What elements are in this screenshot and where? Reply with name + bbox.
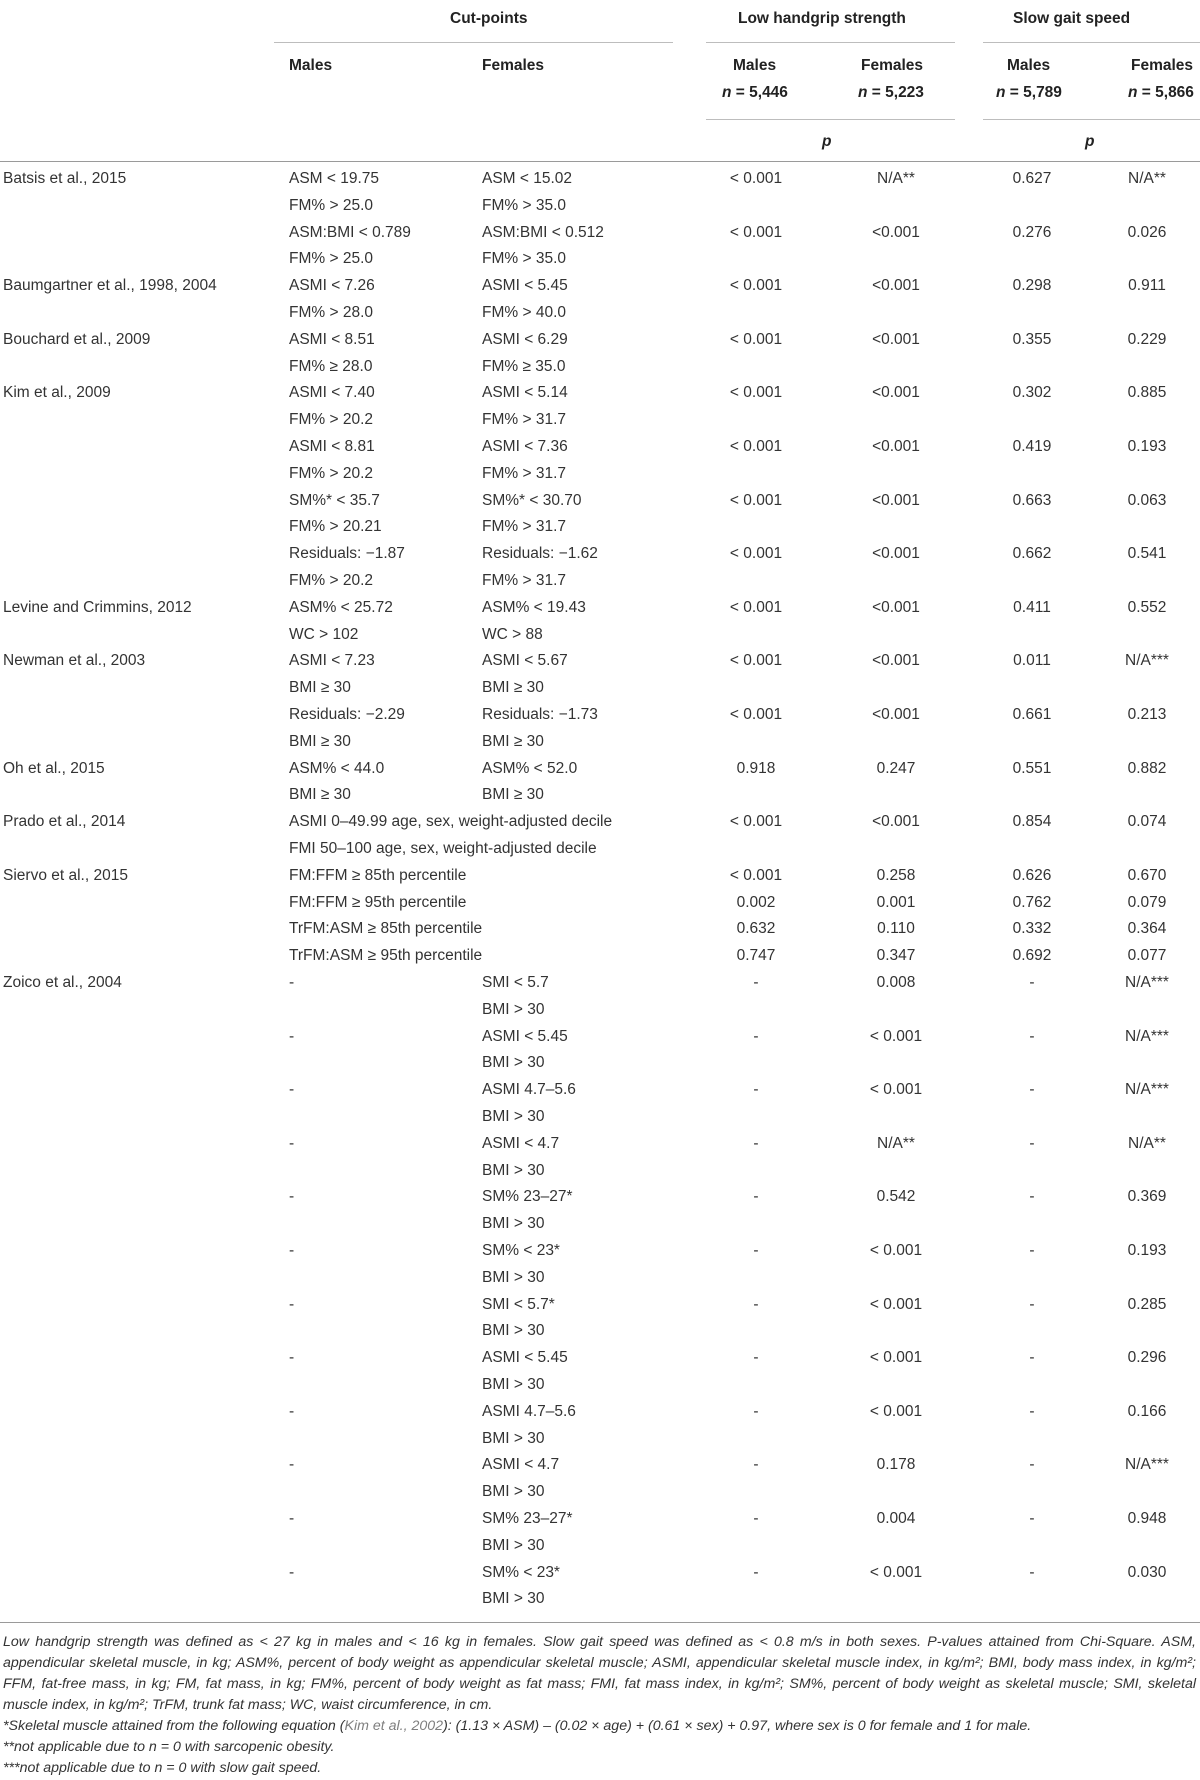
footnote-star1: *Skeletal muscle attained from the following equation (Kim et al., 2002): (1.13 × ASM) – (0.02 × age) + (0.61 × sex) + 0.97, where sex is 0 for female and 1 for male. <box>3 1718 1032 1734</box>
female-cutpoint-cell: BMI > 30 <box>482 1108 545 1125</box>
hg-female-p-cell: 0.178 <box>876 1456 916 1474</box>
female-cutpoint-cell: ASM% < 19.43 <box>482 598 586 616</box>
male-cutpoint-cell: TrFM:ASM ≥ 95th percentile <box>289 947 483 965</box>
male-cutpoint-cell: SM%* < 35.7 <box>289 491 380 509</box>
gs-female-p-cell: 0.079 <box>1127 893 1167 911</box>
hg-male-p-cell: < 0.001 <box>729 491 783 509</box>
male-cutpoint-cell: FM% ≥ 28.0 <box>289 357 373 375</box>
male-cutpoint-cell: TrFM:ASM ≥ 85th percentile <box>289 920 483 938</box>
study-cell: Kim et al., 2009 <box>3 384 111 402</box>
hg-female-p-cell: < 0.001 <box>869 1349 923 1367</box>
gs-female-p-cell: N/A*** <box>1125 1456 1169 1474</box>
gs-male-p-cell: 0.627 <box>1012 170 1052 187</box>
hg-male-p-cell: - <box>753 1295 759 1313</box>
male-cutpoint-cell: ASMI < 8.51 <box>289 330 375 348</box>
n-letter: n <box>996 84 1006 101</box>
male-cutpoint-cell: BMI ≥ 30 <box>289 679 351 697</box>
male-cutpoint-cell: - <box>289 1081 295 1099</box>
sub-males-gs: Males <box>1007 57 1051 74</box>
hg-female-p-cell: <0.001 <box>872 277 920 295</box>
n-females-hg <box>858 84 924 102</box>
female-cutpoint-cell: SM% 23–27* <box>482 1510 573 1527</box>
hg-female-p-cell: <0.001 <box>872 598 920 616</box>
table-footnotes <box>3 1632 1196 1779</box>
hg-female-p-cell: < 0.001 <box>869 1027 923 1045</box>
hg-male-p-cell: 0.747 <box>736 947 776 965</box>
gs-female-p-cell: N/A*** <box>1125 974 1169 991</box>
n-letter: n <box>1128 84 1138 101</box>
male-cutpoint-cell: FM% > 20.2 <box>289 411 373 429</box>
study-cell: Baumgartner et al., 1998, 2004 <box>3 277 217 295</box>
hg-male-p-cell: - <box>753 1188 759 1206</box>
gs-male-p-cell: 0.276 <box>1012 223 1052 241</box>
study-cell: Batsis et al., 2015 <box>3 170 127 187</box>
hg-male-p-cell: 0.632 <box>736 920 776 938</box>
male-cutpoint-cell: ASM:BMI < 0.789 <box>289 223 411 241</box>
female-cutpoint-cell: ASM:BMI < 0.512 <box>482 223 604 241</box>
female-cutpoint-cell: ASMI < 5.45 <box>482 1027 568 1045</box>
n-males-gs <box>996 84 1062 102</box>
male-cutpoint-cell: - <box>289 1027 295 1045</box>
gs-male-p-cell: 0.332 <box>1012 920 1052 938</box>
n-males-hg <box>722 84 788 102</box>
footnote-star3: ***not applicable due to n = 0 with slow gait speed. <box>3 1760 322 1776</box>
male-cutpoint-cell: - <box>289 1349 295 1367</box>
gs-female-p-cell: 0.882 <box>1127 759 1167 777</box>
hg-female-p-cell: <0.001 <box>872 438 920 455</box>
header-handgrip: Low handgrip strength <box>738 10 906 27</box>
study-cell: Siervo et al., 2015 <box>3 866 128 884</box>
female-cutpoint-cell: BMI ≥ 30 <box>482 732 544 750</box>
male-cutpoint-cell: FM% > 25.0 <box>289 250 373 268</box>
male-cutpoint-cell: - <box>289 1510 295 1527</box>
male-cutpoint-cell: FMI 50–100 age, sex, weight-adjusted decile <box>289 840 597 857</box>
hg-female-p-cell: <0.001 <box>872 330 920 348</box>
hg-female-p-cell: < 0.001 <box>869 1295 923 1313</box>
study-cell: Levine and Crimmins, 2012 <box>3 598 192 616</box>
p-rule-hg <box>706 119 955 120</box>
male-cutpoint-cell: BMI ≥ 30 <box>289 786 351 804</box>
gs-male-p-cell: 0.298 <box>1012 277 1052 295</box>
hg-female-p-cell: 0.110 <box>877 920 915 938</box>
hg-female-p-cell: 0.001 <box>876 893 916 911</box>
female-cutpoint-cell: BMI > 30 <box>482 1322 545 1340</box>
male-cutpoint-cell: ASM% < 25.72 <box>289 598 393 616</box>
gs-male-p-cell: 0.551 <box>1012 759 1052 777</box>
female-cutpoint-cell: FM% > 35.0 <box>482 196 566 214</box>
gs-male-p-cell: - <box>1029 974 1035 991</box>
male-cutpoint-cell: Residuals: −1.87 <box>289 545 405 563</box>
male-cutpoint-cell: ASMI < 7.23 <box>289 652 375 670</box>
gs-female-p-cell: 0.369 <box>1127 1188 1167 1206</box>
hg-male-p-cell: 0.002 <box>736 893 776 911</box>
header-bottom-rule <box>0 161 1200 162</box>
gs-female-p-cell: 0.166 <box>1127 1402 1167 1420</box>
female-cutpoint-cell: Residuals: −1.73 <box>482 706 598 723</box>
hg-male-p-cell: < 0.001 <box>729 223 783 241</box>
hg-female-p-cell: 0.004 <box>876 1510 916 1527</box>
hg-male-p-cell: < 0.001 <box>729 438 783 455</box>
female-cutpoint-cell: ASMI < 7.36 <box>482 438 568 455</box>
female-cutpoint-cell: ASMI < 4.7 <box>482 1134 560 1152</box>
footnote-star2: **not applicable due to n = 0 with sarcopenic obesity. <box>3 1739 335 1755</box>
male-cutpoint-cell: - <box>289 1456 295 1474</box>
female-cutpoint-cell: WC > 88 <box>482 625 543 643</box>
hg-female-p-cell: < 0.001 <box>869 1081 923 1099</box>
female-cutpoint-cell: BMI > 30 <box>482 1215 545 1233</box>
gs-male-p-cell: 0.419 <box>1012 438 1052 455</box>
hg-male-p-cell: - <box>753 1456 759 1474</box>
p-rule-gs <box>983 119 1200 120</box>
gs-female-p-cell: 0.030 <box>1127 1563 1167 1581</box>
hg-female-p-cell: < 0.001 <box>869 1402 923 1420</box>
n-value: = 5,866 <box>1141 84 1194 101</box>
male-cutpoint-cell: - <box>289 1295 295 1313</box>
citation-link[interactable]: Kim et al., 2002 <box>344 1718 444 1734</box>
gs-male-p-cell: 0.355 <box>1012 330 1052 348</box>
n-letter: n <box>858 84 868 101</box>
hg-female-p-cell: 0.008 <box>876 974 916 991</box>
gs-female-p-cell: 0.948 <box>1127 1510 1167 1527</box>
gs-male-p-cell: - <box>1029 1134 1035 1152</box>
hg-male-p-cell: - <box>753 1349 759 1367</box>
header-cutpoints: Cut-points <box>450 10 528 27</box>
female-cutpoint-cell: ASM% < 52.0 <box>482 759 578 777</box>
female-cutpoint-cell: SM%* < 30.70 <box>482 491 582 509</box>
hg-female-p-cell: 0.347 <box>876 947 916 965</box>
female-cutpoint-cell: SM% 23–27* <box>482 1188 573 1206</box>
hg-female-p-cell: 0.258 <box>876 866 916 884</box>
gs-female-p-cell: N/A*** <box>1125 652 1169 670</box>
gs-male-p-cell: 0.692 <box>1012 947 1052 965</box>
male-cutpoint-cell: - <box>289 1563 295 1581</box>
female-cutpoint-cell: BMI ≥ 30 <box>482 679 544 697</box>
gs-female-p-cell: 0.670 <box>1127 866 1167 884</box>
gs-male-p-cell: 0.661 <box>1012 706 1052 723</box>
gs-male-p-cell: 0.411 <box>1013 598 1051 616</box>
male-cutpoint-cell: FM% > 20.2 <box>289 464 373 482</box>
hg-female-p-cell: 0.542 <box>876 1188 916 1206</box>
female-cutpoint-cell: BMI > 30 <box>482 1536 545 1554</box>
hg-female-p-cell: 0.247 <box>876 759 916 777</box>
gs-female-p-cell: 0.229 <box>1127 330 1167 348</box>
gs-male-p-cell: - <box>1029 1027 1035 1045</box>
gs-female-p-cell: N/A** <box>1128 170 1166 187</box>
gs-female-p-cell: N/A*** <box>1125 1081 1169 1099</box>
hg-female-p-cell: < 0.001 <box>869 1242 923 1259</box>
hg-female-p-cell: N/A** <box>877 1134 915 1152</box>
male-cutpoint-cell: BMI ≥ 30 <box>289 732 351 750</box>
female-cutpoint-cell: ASMI < 5.45 <box>482 1349 568 1367</box>
male-cutpoint-cell: ASMI < 7.26 <box>289 277 375 295</box>
female-cutpoint-cell: ASMI < 4.7 <box>482 1456 560 1474</box>
hg-male-p-cell: - <box>753 1081 759 1099</box>
female-cutpoint-cell: ASMI < 5.45 <box>482 277 568 295</box>
gs-female-p-cell: 0.193 <box>1127 1242 1167 1259</box>
gs-female-p-cell: 0.885 <box>1127 384 1167 402</box>
gs-male-p-cell: - <box>1029 1081 1035 1099</box>
hg-male-p-cell: - <box>753 1242 759 1259</box>
female-cutpoint-cell: FM% ≥ 35.0 <box>482 357 566 375</box>
hg-male-p-cell: - <box>753 1027 759 1045</box>
sub-females-hg: Females <box>861 57 924 74</box>
female-cutpoint-cell: BMI ≥ 30 <box>482 786 544 804</box>
gs-female-p-cell: 0.074 <box>1127 813 1167 831</box>
hg-male-p-cell: < 0.001 <box>729 813 783 831</box>
gs-male-p-cell: 0.302 <box>1012 384 1052 402</box>
hg-male-p-cell: < 0.001 <box>729 866 783 884</box>
female-cutpoint-cell: BMI > 30 <box>482 1376 545 1393</box>
female-cutpoint-cell: BMI > 30 <box>482 1590 545 1608</box>
gs-female-p-cell: 0.063 <box>1127 491 1167 509</box>
male-cutpoint-cell: FM:FFM ≥ 85th percentile <box>289 866 467 884</box>
n-value: = 5,446 <box>735 84 788 101</box>
gs-male-p-cell: - <box>1029 1242 1035 1259</box>
female-cutpoint-cell: SM% < 23* <box>482 1242 560 1259</box>
hg-male-p-cell: < 0.001 <box>729 706 783 723</box>
p-label-gs: p <box>1085 133 1095 150</box>
study-cell: Prado et al., 2014 <box>3 813 126 831</box>
gs-female-p-cell: 0.285 <box>1127 1295 1167 1313</box>
male-cutpoint-cell: ASMI < 8.81 <box>289 438 375 455</box>
female-cutpoint-cell: BMI > 30 <box>482 1268 545 1286</box>
sub-males-hg: Males <box>733 57 777 74</box>
female-cutpoint-cell: BMI > 30 <box>482 1054 545 1072</box>
hg-female-p-cell: <0.001 <box>872 491 920 509</box>
n-letter: n <box>722 84 732 101</box>
female-cutpoint-cell: ASMI < 6.29 <box>482 330 568 348</box>
study-cell: Bouchard et al., 2009 <box>3 330 151 348</box>
male-cutpoint-cell: - <box>289 1242 295 1259</box>
hg-male-p-cell: - <box>753 1134 759 1152</box>
male-cutpoint-cell: ASM < 19.75 <box>289 170 380 187</box>
n-females-gs <box>1128 84 1194 102</box>
gs-female-p-cell: 0.026 <box>1127 223 1167 241</box>
gs-male-p-cell: - <box>1029 1188 1035 1206</box>
hg-male-p-cell: < 0.001 <box>729 384 783 402</box>
gs-female-p-cell: 0.552 <box>1127 598 1167 616</box>
male-cutpoint-cell: FM% > 20.2 <box>289 572 373 589</box>
sub-males-cut: Males <box>289 57 333 74</box>
female-cutpoint-cell: FM% > 35.0 <box>482 250 566 268</box>
gs-male-p-cell: 0.662 <box>1012 545 1052 563</box>
table-bottom-rule <box>0 1622 1200 1623</box>
n-value: = 5,789 <box>1009 84 1062 101</box>
female-cutpoint-cell: ASMI 4.7–5.6 <box>482 1402 576 1420</box>
hg-male-p-cell: - <box>753 974 759 991</box>
gs-male-p-cell: 0.854 <box>1012 813 1052 831</box>
male-cutpoint-cell: ASMI 0–49.99 age, sex, weight-adjusted decile <box>289 813 613 831</box>
gs-male-p-cell: - <box>1029 1456 1035 1474</box>
hg-male-p-cell: < 0.001 <box>729 598 783 616</box>
study-cell: Newman et al., 2003 <box>3 652 146 670</box>
hg-female-p-cell: <0.001 <box>872 384 920 402</box>
female-cutpoint-cell: FM% > 31.7 <box>482 411 566 429</box>
cutpoints-underline <box>274 42 673 43</box>
male-cutpoint-cell: FM:FFM ≥ 95th percentile <box>289 893 467 911</box>
female-cutpoint-cell: SMI < 5.7 <box>482 974 549 991</box>
p-label-hg: p <box>822 133 832 150</box>
male-cutpoint-cell: - <box>289 1188 295 1206</box>
hg-female-p-cell: < 0.001 <box>869 1563 923 1581</box>
gs-male-p-cell: - <box>1029 1563 1035 1581</box>
female-cutpoint-cell: FM% > 31.7 <box>482 464 566 482</box>
hg-male-p-cell: < 0.001 <box>729 170 783 187</box>
hg-female-p-cell: <0.001 <box>872 223 920 241</box>
header-gait: Slow gait speed <box>1013 10 1131 27</box>
male-cutpoint-cell: FM% > 25.0 <box>289 196 373 214</box>
female-cutpoint-cell: FM% > 40.0 <box>482 304 566 321</box>
hg-female-p-cell: <0.001 <box>872 652 920 670</box>
male-cutpoint-cell: FM% > 28.0 <box>289 304 373 321</box>
male-cutpoint-cell: - <box>289 1402 295 1420</box>
male-cutpoint-cell: ASMI < 7.40 <box>289 384 375 402</box>
hg-female-p-cell: <0.001 <box>872 545 920 563</box>
gs-male-p-cell: - <box>1029 1510 1035 1527</box>
female-cutpoint-cell: BMI > 30 <box>482 1429 545 1447</box>
footnote-abbreviations: Low handgrip strength was defined as < 27 kg in males and < 16 kg in females. Slow gait speed was defined as < 0.8 m/s in both sexes. P-values attained from Chi-Square. ASM, appendicular skeletal muscle, in kg; ASM%, percent of body weight as appendicular skeletal muscle; ASMI, appendicular skeletal muscle index, in kg/m²; BMI, body mass index, in kg/m²; FFM, fat-free mass, in kg; FM, fat mass, in kg; FM%, percent of body weight as fat mass; FMI, fat mass index, in kg/m²; SM%, percent of body weight as skeletal muscle; SMI, skeletal muscle index, in kg/m²; TrFM, trunk fat mass; WC, waist circumference, in cm. <box>3 1634 1196 1713</box>
hg-male-p-cell: - <box>753 1563 759 1581</box>
female-cutpoint-cell: BMI > 30 <box>482 1161 545 1179</box>
gs-male-p-cell: 0.762 <box>1012 893 1052 911</box>
sub-females-cut: Females <box>482 57 545 74</box>
sub-females-gs: Females <box>1131 57 1194 74</box>
female-cutpoint-cell: ASMI < 5.67 <box>482 652 568 670</box>
gs-female-p-cell: 0.911 <box>1128 277 1166 295</box>
female-cutpoint-cell: FM% > 31.7 <box>482 572 566 589</box>
gs-male-p-cell: 0.011 <box>1013 652 1051 670</box>
gs-male-p-cell: - <box>1029 1349 1035 1367</box>
study-cell: Oh et al., 2015 <box>3 759 105 777</box>
male-cutpoint-cell: - <box>289 974 295 991</box>
gs-female-p-cell: N/A*** <box>1125 1027 1169 1045</box>
hg-male-p-cell: < 0.001 <box>729 545 783 563</box>
hg-male-p-cell: < 0.001 <box>729 330 783 348</box>
gs-male-p-cell: 0.663 <box>1012 491 1052 509</box>
female-cutpoint-cell: SMI < 5.7* <box>482 1295 555 1313</box>
gs-female-p-cell: 0.296 <box>1127 1349 1167 1367</box>
male-cutpoint-cell: ASM% < 44.0 <box>289 759 385 777</box>
gs-female-p-cell: 0.077 <box>1127 947 1167 965</box>
gs-female-p-cell: 0.213 <box>1127 706 1167 723</box>
hg-female-p-cell: <0.001 <box>872 813 920 831</box>
female-cutpoint-cell: SM% < 23* <box>482 1563 560 1581</box>
male-cutpoint-cell: FM% > 20.21 <box>289 518 382 536</box>
female-cutpoint-cell: ASMI 4.7–5.6 <box>482 1081 576 1099</box>
female-cutpoint-cell: ASMI < 5.14 <box>482 384 568 402</box>
male-cutpoint-cell: WC > 102 <box>289 625 359 643</box>
hg-female-p-cell: <0.001 <box>872 706 920 723</box>
hg-male-p-cell: - <box>753 1402 759 1420</box>
hg-male-p-cell: < 0.001 <box>729 277 783 295</box>
gs-female-p-cell: N/A** <box>1128 1134 1166 1152</box>
male-cutpoint-cell: - <box>289 1134 295 1152</box>
female-cutpoint-cell: ASM < 15.02 <box>482 170 573 187</box>
female-cutpoint-cell: BMI > 30 <box>482 1483 545 1501</box>
male-cutpoint-cell: Residuals: −2.29 <box>289 706 405 723</box>
gs-male-p-cell: - <box>1029 1402 1035 1420</box>
hg-male-p-cell: 0.918 <box>736 759 776 777</box>
gait-underline <box>983 42 1200 43</box>
hg-male-p-cell: - <box>753 1510 759 1527</box>
gs-female-p-cell: 0.364 <box>1127 920 1167 938</box>
gs-male-p-cell: - <box>1029 1295 1035 1313</box>
female-cutpoint-cell: BMI > 30 <box>482 1000 545 1018</box>
handgrip-underline <box>706 42 955 43</box>
hg-female-p-cell: N/A** <box>877 170 915 187</box>
study-cell: Zoico et al., 2004 <box>3 974 122 991</box>
hg-male-p-cell: < 0.001 <box>729 652 783 670</box>
female-cutpoint-cell: Residuals: −1.62 <box>482 545 598 563</box>
gs-female-p-cell: 0.541 <box>1127 545 1167 563</box>
gs-female-p-cell: 0.193 <box>1127 438 1167 455</box>
female-cutpoint-cell: FM% > 31.7 <box>482 518 566 536</box>
gs-male-p-cell: 0.626 <box>1012 866 1052 884</box>
n-value: = 5,223 <box>871 84 924 101</box>
